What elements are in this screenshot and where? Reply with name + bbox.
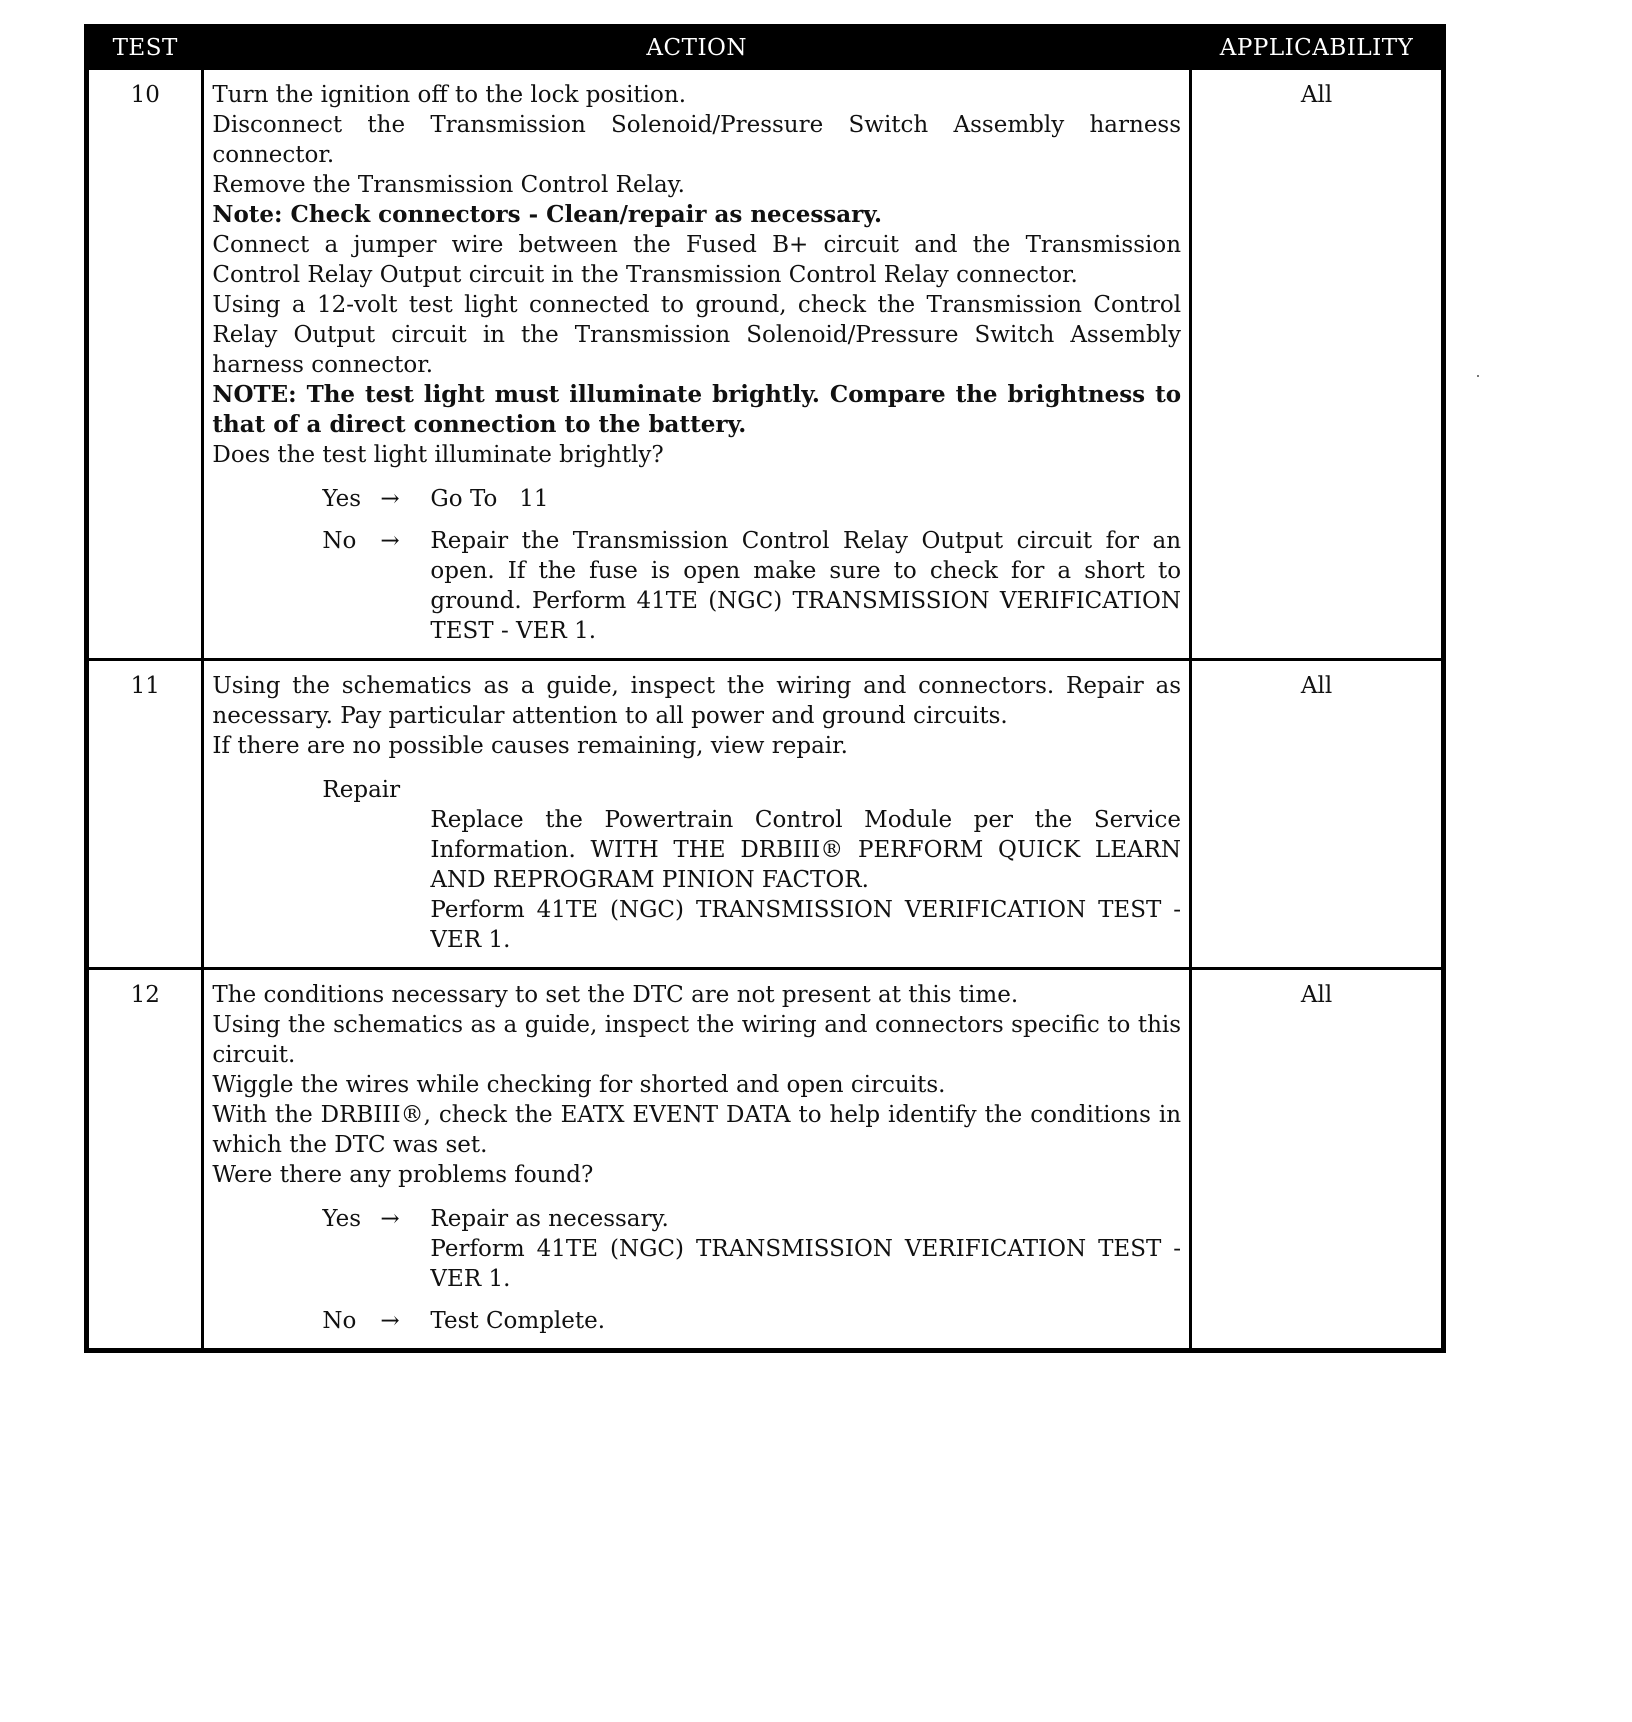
answer-no-label: No [322, 1308, 357, 1334]
applicability-cell: All [1191, 660, 1444, 969]
action-question: Does the test light illuminate brightly? [212, 442, 664, 468]
answer-yes-label: Yes [322, 486, 362, 512]
test-number: 10 [87, 69, 203, 660]
scan-speck [1477, 375, 1479, 377]
action-step: Disconnect the Transmission Solenoid/Pressure Switch Assembly harness connector. [212, 112, 1182, 168]
answer-yes [322, 484, 1181, 514]
action-step: Connect a jumper wire between the Fused B+ circuit and the Transmission Control Relay Output circuit in the Transmission Control Relay connector. [212, 232, 1182, 288]
arrow-right-icon: → [380, 1206, 400, 1232]
diagnostic-test-table [84, 24, 1446, 1353]
action-note: NOTE: The test light must illuminate brightly. Compare the brightness to that of a direct connection to the battery. [212, 381, 1182, 438]
answer-no-text: Repair the Transmission Control Relay Output circuit for an open. If the fuse is open make sure to check for a short to ground. Perform 41TE (NGC) TRANSMISSION VERIFICATION TEST - VER 1. [430, 528, 1182, 644]
table-header [87, 27, 1444, 69]
repair-step: Perform 41TE (NGC) TRANSMISSION VERIFICATION TEST - VER 1. [430, 897, 1182, 953]
applicability-cell: All [1191, 69, 1444, 660]
action-step: Remove the Transmission Control Relay. [212, 172, 685, 198]
action-step: Using the schematics as a guide, inspect the wiring and connectors specific to this circuit. [212, 1012, 1182, 1068]
column-header-applicability: APPLICABILITY [1191, 27, 1444, 69]
repair-label: Repair [322, 777, 401, 803]
action-cell [203, 69, 1191, 660]
applicability-cell: All [1191, 969, 1444, 1351]
repair-instructions [430, 805, 1181, 955]
answer-list [212, 484, 1181, 646]
action-question: Were there any problems found? [212, 1162, 594, 1188]
answer-no [322, 526, 1181, 646]
action-step: Wiggle the wires while checking for shorted and open circuits. [212, 1072, 946, 1098]
arrow-right-icon: → [380, 486, 400, 512]
answer-no-text: Test Complete. [430, 1308, 606, 1334]
table-row [87, 969, 1444, 1351]
action-step: If there are no possible causes remaining, view repair. [212, 733, 848, 759]
repair-step: Replace the Powertrain Control Module per the Service Information. WITH THE DRBIII® PERFORM QUICK LEARN AND REPROGRAM PINION FACTOR. [430, 807, 1182, 893]
arrow-right-icon: → [380, 1308, 400, 1334]
action-cell [203, 660, 1191, 969]
action-note: Note: Check connectors - Clean/repair as necessary. [212, 201, 882, 228]
action-cell [203, 969, 1191, 1351]
action-step: The conditions necessary to set the DTC are not present at this time. [212, 982, 1019, 1008]
answer-yes [322, 1204, 1181, 1294]
column-header-action: ACTION [203, 27, 1191, 69]
answer-list [212, 1204, 1181, 1336]
answer-yes-label: Yes [322, 1206, 362, 1232]
diagnostic-test-sheet [84, 24, 1446, 1353]
answer-yes-text [430, 1204, 1181, 1294]
answer-no-label: No [322, 528, 357, 554]
answer-yes-line: Repair as necessary. [430, 1206, 669, 1232]
action-step: Turn the ignition off to the lock position. [212, 82, 686, 108]
arrow-right-icon: → [380, 528, 400, 554]
answer-no [322, 1306, 1181, 1336]
test-number: 12 [87, 969, 203, 1351]
repair-block [212, 775, 1181, 955]
table-row [87, 69, 1444, 660]
column-header-test: TEST [87, 27, 203, 69]
test-number: 11 [87, 660, 203, 969]
action-step: With the DRBIII®, check the EATX EVENT DATA to help identify the conditions in which the DTC was set. [212, 1102, 1182, 1158]
action-step: Using the schematics as a guide, inspect the wiring and connectors. Repair as necessary. Pay particular attention to all power and ground circuits. [212, 673, 1182, 729]
answer-yes-line: Perform 41TE (NGC) TRANSMISSION VERIFICATION TEST - VER 1. [430, 1236, 1182, 1292]
action-step: Using a 12-volt test light connected to ground, check the Transmission Control Relay Output circuit in the Transmission Solenoid/Pressure Switch Assembly harness connector. [212, 292, 1182, 378]
table-row [87, 660, 1444, 969]
answer-yes-text: Go To 11 [430, 486, 549, 512]
